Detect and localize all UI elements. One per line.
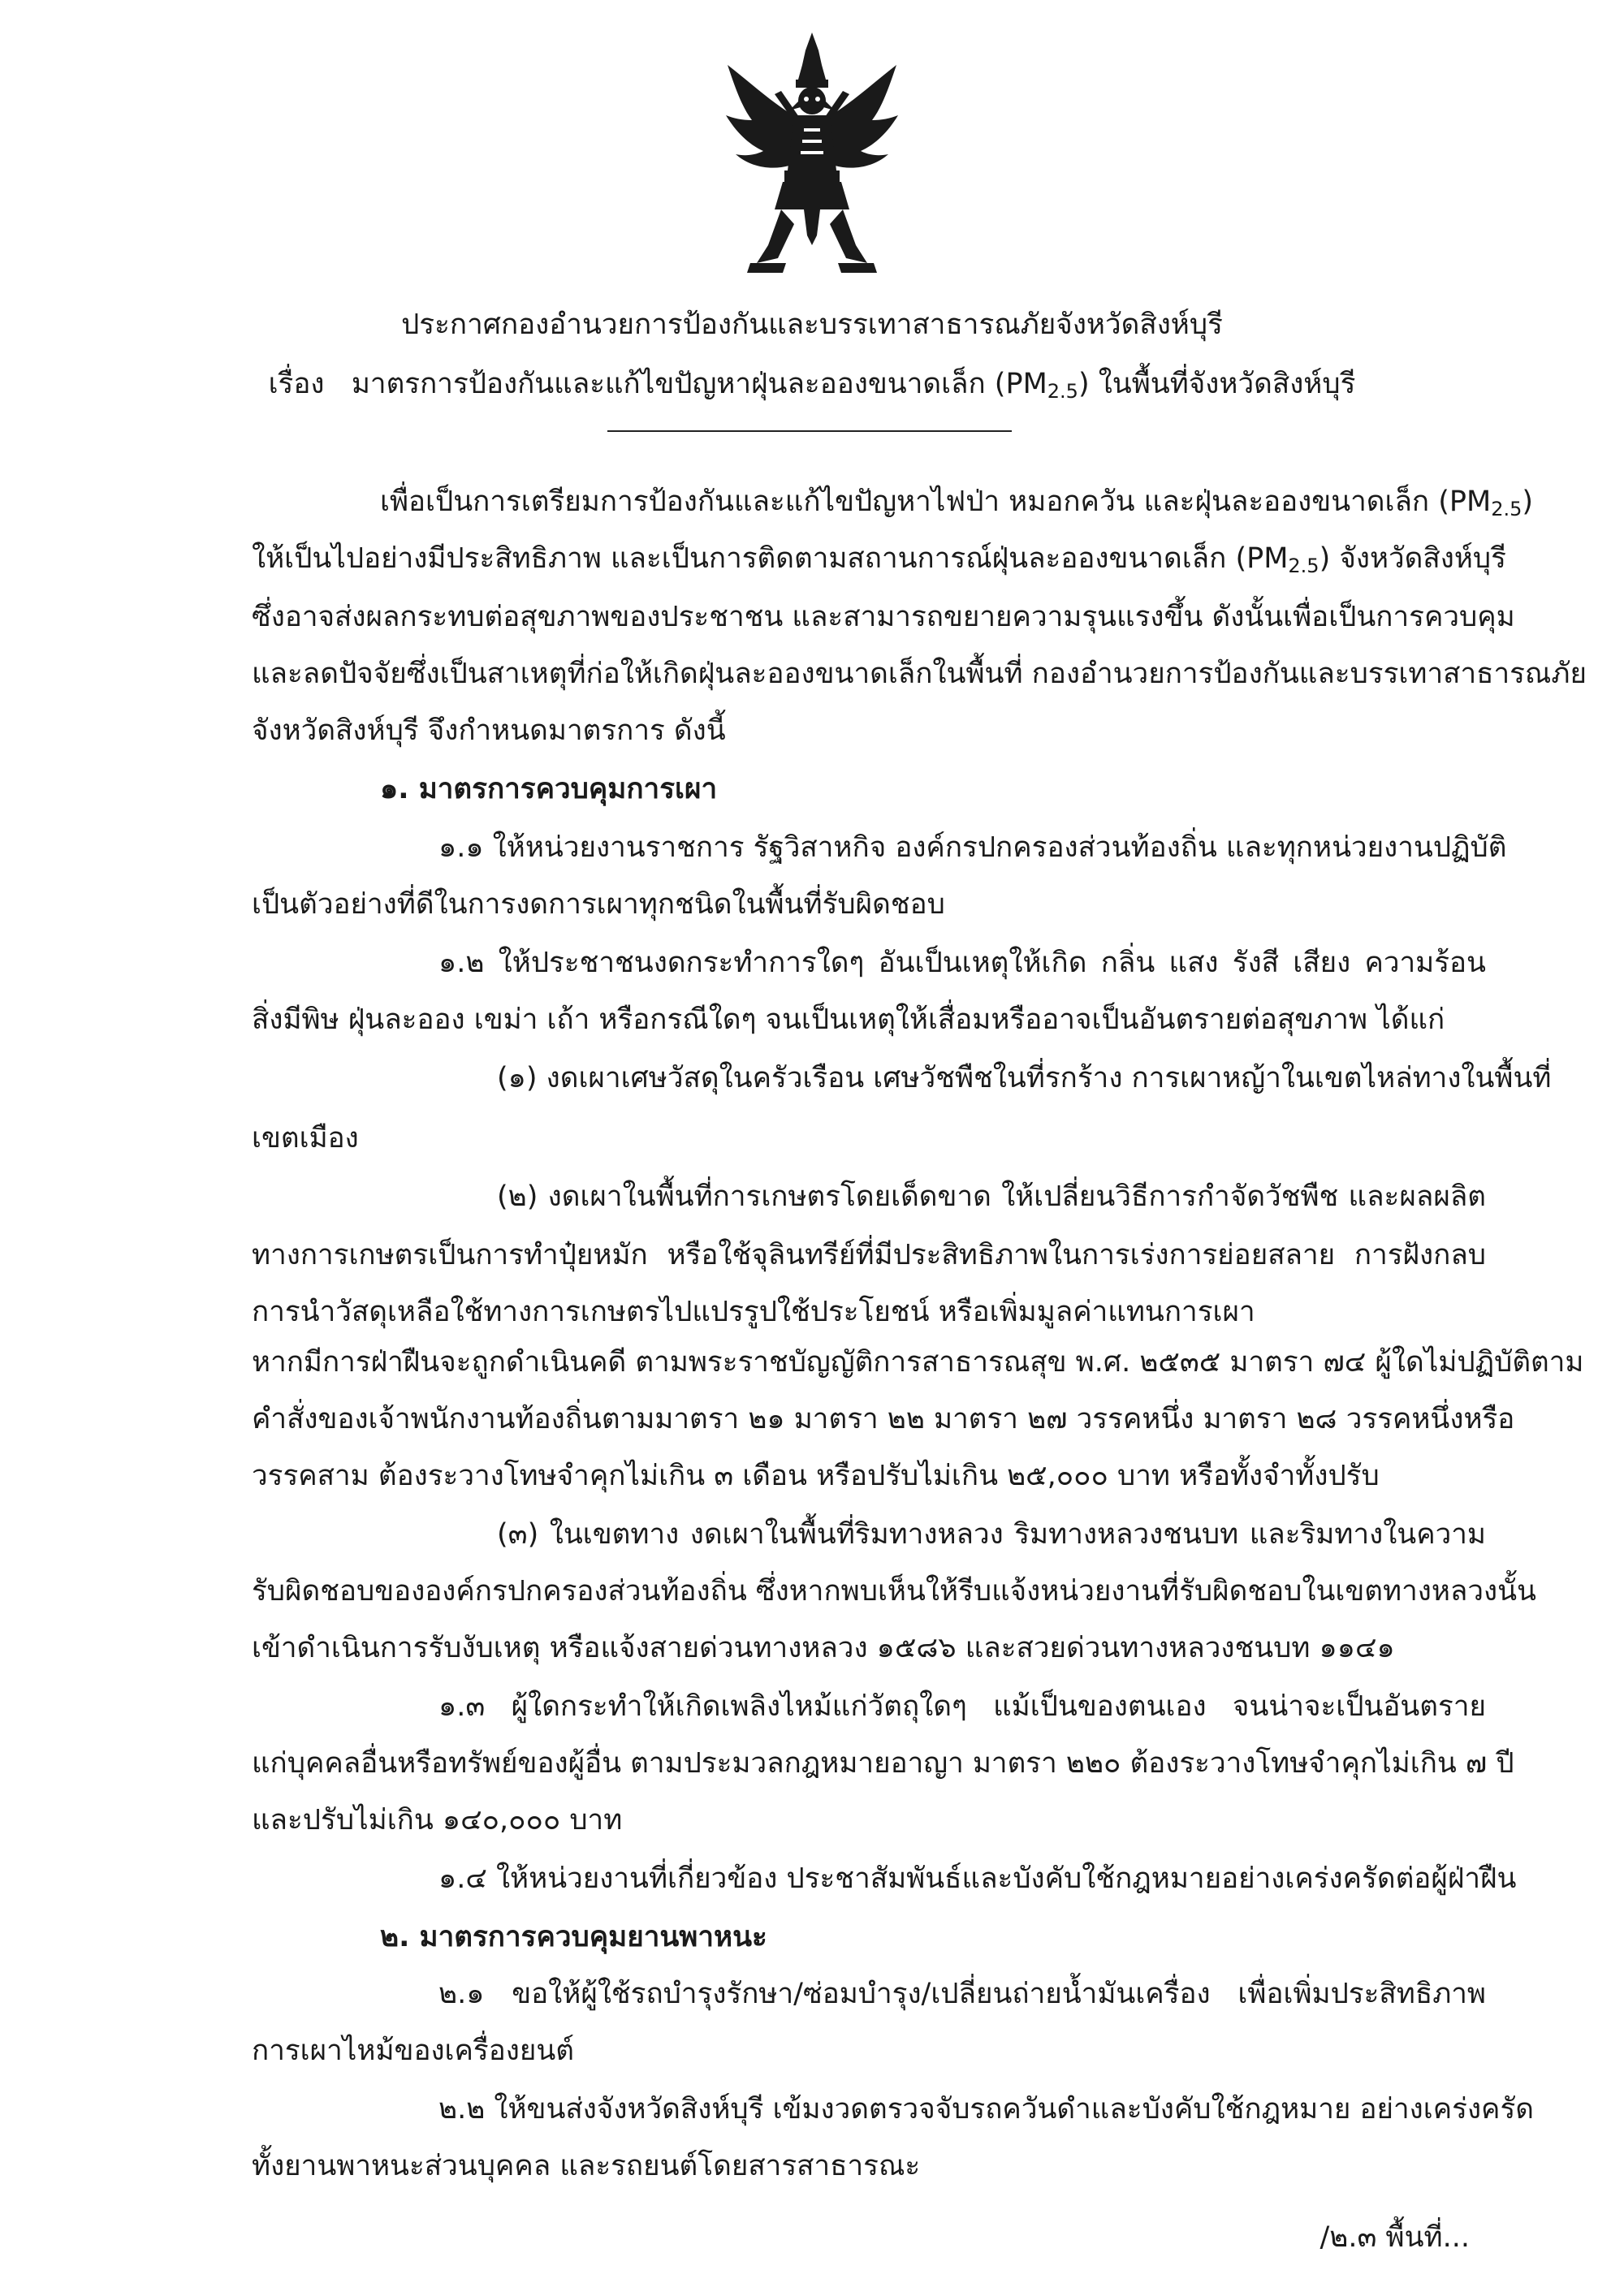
intro-text: ให้เป็นไปอย่างมีประสิทธิภาพ และเป็นการติดตามสถานการณ์ฝุ่นละอองขนาดเล็ก (PM <box>252 542 1289 575</box>
item-3-line-3: เข้าดำเนินการรับงับเหตุ หรือแจ้งสายด่วนทางหลวง ๑๕๘๖ และสวยด่วนทางหลวงชนบท ๑๑๔๑ <box>252 1632 1395 1664</box>
intro-line-4: และลดปัจจัยซึ่งเป็นสาเหตุที่ก่อให้เกิดฝุ่นละอองขนาดเล็กในพื้นที่ กองอำนวยการป้องกันและบรรเทาสาธารณภัย <box>252 658 1587 690</box>
item-3-line-1: (๓) ในเขตทาง งดเผาในพื้นที่ริมทางหลวง ริมทางหลวงชนบท และริมทางในความ <box>497 1518 1486 1551</box>
subject-text: มาตรการป้องกันและแก้ไขปัญหาฝุ่นละอองขนาดเล็ก (PM <box>351 368 1047 400</box>
item-3-line-2: รับผิดชอบขององค์กรปกครองส่วนท้องถิ่น ซึ่งหากพบเห็นให้รีบแจ้งหน่วยงานที่รับผิดชอบในเขตทางหลวงนั้น <box>252 1575 1536 1608</box>
garuda-emblem-icon <box>715 32 909 276</box>
announcement-title: ประกาศกองอำนวยการป้องกันและบรรเทาสาธารณภัยจังหวัดสิงห์บุรี <box>401 309 1223 341</box>
clause-2-2-line-1: ๒.๒ ให้ขนส่งจังหวัดสิงห์บุรี เข้มงวดตรวจจับรถควันดำและบังคับใช้กฎหมาย อย่างเคร่งครัด <box>438 2093 1534 2126</box>
clause-2-2-line-2: ทั้งยานพาหนะส่วนบุคคล และรถยนต์โดยสารสาธารณะ <box>252 2150 921 2182</box>
clause-1-3-line-3: และปรับไม่เกิน ๑๔๐,๐๐๐ บาท <box>252 1804 623 1836</box>
clause-2-1-line-1: ๒.๑ ขอให้ผู้ใช้รถบำรุงรักษา/ซ่อมบำรุง/เปลี่ยนถ่ายน้ำมันเครื่อง เพื่อเพิ่มประสิทธิภาพ <box>438 1978 1486 2010</box>
item-1-line-2: เขตเมือง <box>252 1122 359 1154</box>
subject-text-end: ) ในพื้นที่จังหวัดสิงห์บุรี <box>1078 368 1356 400</box>
intro-text-end: ) <box>1522 486 1534 518</box>
item-2-line-4: หากมีการฝ่าฝืนจะถูกดำเนินคดี ตามพระราชบัญญัติการสาธารณสุข พ.ศ. ๒๕๓๕ มาตรา ๗๔ ผู้ใดไม่ปฏิบัติตาม <box>252 1346 1584 1379</box>
section-1-heading: ๑. มาตรการควบคุมการเผา <box>380 773 718 805</box>
clause-1-4: ๑.๔ ให้หน่วยงานที่เกี่ยวข้อง ประชาสัมพันธ์และบังคับใช้กฎหมายอย่างเคร่งครัดต่อผู้ฝ่าฝืน <box>438 1862 1517 1895</box>
continuation-marker: /๒.๓ พื้นที่... <box>1320 2221 1470 2254</box>
pm-subscript: 2.5 <box>1491 498 1522 520</box>
intro-line-5: จังหวัดสิงห์บุรี จึงกำหนดมาตรการ ดังนี้ <box>252 714 726 747</box>
subject-label: เรื่อง <box>268 368 325 400</box>
intro-text: เพื่อเป็นการเตรียมการป้องกันและแก้ไขปัญหาไฟป่า หมอกควัน และฝุ่นละอองขนาดเล็ก (PM <box>380 486 1492 518</box>
clause-1-1-line-1: ๑.๑ ให้หน่วยงานราชการ รัฐวิสาหกิจ องค์กรปกครองส่วนท้องถิ่น และทุกหน่วยงานปฏิบัติ <box>438 831 1507 864</box>
item-1-line-1: (๑) งดเผาเศษวัสดุในครัวเรือน เศษวัชพืชในที่รกร้าง การเผาหญ้าในเขตไหล่ทางในพื้นที่ <box>497 1062 1552 1094</box>
section-2-heading: ๒. มาตรการควบคุมยานพาหนะ <box>380 1921 767 1953</box>
intro-line-3: ซึ่งอาจส่งผลกระทบต่อสุขภาพของประชาชน และสามารถขยายความรุนแรงขึ้น ดังนั้นเพื่อเป็นการควบคุม <box>252 601 1515 633</box>
pm-subscript: 2.5 <box>1288 555 1320 577</box>
intro-text-end: ) จังหวัดสิงห์บุรี <box>1319 542 1506 575</box>
item-2-line-1: (๒) งดเผาในพื้นที่การเกษตรโดยเด็ดขาด ให้เปลี่ยนวิธีการกำจัดวัชพืช และผลผลิต <box>497 1180 1486 1213</box>
intro-line-2 <box>252 541 1506 577</box>
intro-line-1 <box>380 484 1534 520</box>
clause-1-3-line-2: แก่บุคคลอื่นหรือทรัพย์ของผู้อื่น ตามประมวลกฎหมายอาญา มาตรา ๒๒๐ ต้องระวางโทษจำคุกไม่เกิน ๗ ปี <box>252 1747 1514 1780</box>
announcement-subject <box>0 361 1624 406</box>
item-2-line-2: ทางการเกษตรเป็นการทำปุ๋ยหมัก หรือใช้จุลินทรีย์ที่มีประสิทธิภาพในการเร่งการย่อยสลาย การฝังกลบ <box>252 1239 1486 1271</box>
clause-1-1-line-2: เป็นตัวอย่างที่ดีในการงดการเผาทุกชนิดในพื้นที่รับผิดชอบ <box>252 888 945 921</box>
clause-1-2-line-1: ๑.๒ ให้ประชาชนงดกระทำการใดๆ อันเป็นเหตุให้เกิด กลิ่น แสง รังสี เสียง ความร้อน <box>438 947 1486 979</box>
clause-1-3-line-1: ๑.๓ ผู้ใดกระทำให้เกิดเพลิงไหม้แก่วัตถุใดๆ แม้เป็นของตนเอง จนน่าจะเป็นอันตราย <box>438 1690 1486 1723</box>
item-2-line-6: วรรคสาม ต้องระวางโทษจำคุกไม่เกิน ๓ เดือน หรือปรับไม่เกิน ๒๕,๐๐๐ บาท หรือทั้งจำทั้งปรับ <box>252 1460 1380 1492</box>
subject-subscript: 2.5 <box>1047 380 1078 403</box>
title-divider <box>607 430 1012 432</box>
clause-1-2-line-2: สิ่งมีพิษ ฝุ่นละออง เขม่า เถ้า หรือกรณีใดๆ จนเป็นเหตุให้เสื่อมหรืออาจเป็นอันตรายต่อสุขภาพ ได้แก่ <box>252 1003 1445 1036</box>
clause-2-1-line-2: การเผาไหม้ของเครื่องยนต์ <box>252 2035 574 2067</box>
item-2-line-3: การนำวัสดุเหลือใช้ทางการเกษตรไปแปรรูปใช้ประโยชน์ หรือเพิ่มมูลค่าแทนการเผา <box>252 1296 1255 1328</box>
item-2-line-5: คำสั่งของเจ้าพนักงานท้องถิ่นตามมาตรา ๒๑ มาตรา ๒๒ มาตรา ๒๗ วรรคหนึ่ง มาตรา ๒๘ วรรคหนึ่งหรือ <box>252 1403 1515 1435</box>
